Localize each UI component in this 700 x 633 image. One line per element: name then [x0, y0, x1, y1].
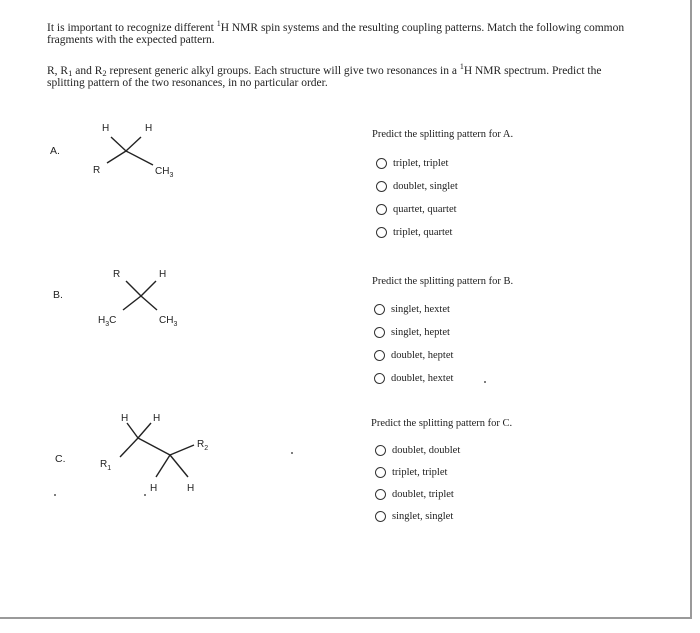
bond: [123, 296, 141, 310]
atom-h3: H: [150, 483, 158, 494]
radio-button[interactable]: [376, 158, 387, 169]
structure-b: [85, 265, 215, 345]
radio-button[interactable]: [376, 227, 387, 238]
atom-r: R: [113, 269, 121, 280]
question-c-option-1[interactable]: doublet, doublet: [375, 445, 460, 456]
question-a-option-3[interactable]: quartet, quartet: [376, 204, 457, 215]
bond: [127, 423, 138, 438]
question-c-option-4[interactable]: singlet, singlet: [375, 511, 453, 522]
question-c-prompt: Predict the splitting pattern for C.: [371, 418, 513, 429]
bond: [170, 445, 194, 455]
atom-h2: H: [145, 123, 153, 134]
atom-h3c: $H_3C$: [98, 315, 117, 328]
bond: [107, 151, 126, 163]
radio-button[interactable]: [376, 181, 387, 192]
structure-a: [85, 115, 215, 195]
question-b-option-2[interactable]: singlet, heptet: [374, 327, 450, 338]
question-a-option-1[interactable]: triplet, triplet: [376, 158, 448, 169]
question-a-letter: A.: [50, 145, 60, 157]
question-b-prompt: Predict the splitting pattern for B.: [372, 276, 514, 287]
bond: [170, 455, 188, 477]
bond: [126, 281, 141, 296]
question-b-option-3[interactable]: doublet, heptet: [374, 350, 453, 361]
bond: [156, 455, 170, 477]
radio-button[interactable]: [375, 489, 386, 500]
radio-button[interactable]: [374, 373, 385, 384]
question-b-option-1[interactable]: singlet, hextet: [374, 304, 450, 315]
atom-h2: H: [153, 413, 161, 424]
intro-line-1: It is important to recognize different $^1$H NMR spin systems and the resulting coupling patterns. Match the following common: [47, 19, 625, 34]
bond: [141, 281, 156, 296]
atom-ch3: $CH_3$: [155, 166, 174, 179]
bond: [126, 137, 141, 151]
atom-h1: H: [121, 413, 129, 424]
intro-line-4: splitting pattern of the two resonances, in no particular order.: [47, 77, 328, 89]
question-b-option-4[interactable]: doublet, hextet: [374, 373, 453, 384]
atom-h: H: [159, 269, 167, 280]
question-a-option-2[interactable]: doublet, singlet: [376, 181, 458, 192]
radio-button[interactable]: [374, 350, 385, 361]
stray-mark: [54, 494, 56, 496]
bond: [141, 296, 157, 310]
atom-h1: H: [102, 123, 110, 134]
intro-line-2: fragments with the expected pattern.: [47, 34, 215, 46]
question-a-option-4[interactable]: triplet, quartet: [376, 227, 452, 238]
radio-button[interactable]: [374, 327, 385, 338]
question-c-option-3[interactable]: doublet, triplet: [375, 489, 454, 500]
structure-c: [90, 405, 240, 515]
bond: [120, 438, 138, 457]
atom-ch3: $CH_3$: [159, 315, 178, 328]
bond: [138, 423, 151, 438]
bond: [126, 151, 153, 165]
atom-r1: $R_1$: [100, 459, 112, 472]
question-b-letter: B.: [53, 289, 63, 301]
atom-h4: H: [187, 483, 195, 494]
radio-button[interactable]: [375, 445, 386, 456]
radio-button[interactable]: [376, 204, 387, 215]
intro-line-3: R, R1 and R2 represent generic alkyl groups. Each structure will give two resonances in a $^1$H NMR spectrum. Predict the: [47, 62, 602, 78]
atom-r: R: [93, 165, 101, 176]
stray-mark: [144, 494, 146, 496]
question-c-letter: C.: [55, 453, 66, 465]
bond: [138, 438, 170, 455]
question-a-prompt: Predict the splitting pattern for A.: [372, 129, 514, 140]
atom-r2: $R_2$: [197, 439, 209, 452]
stray-mark: [484, 381, 486, 383]
radio-button[interactable]: [374, 304, 385, 315]
bond: [111, 137, 126, 151]
stray-mark: [291, 452, 293, 454]
radio-button[interactable]: [375, 467, 386, 478]
question-c-option-2[interactable]: triplet, triplet: [375, 467, 447, 478]
radio-button[interactable]: [375, 511, 386, 522]
